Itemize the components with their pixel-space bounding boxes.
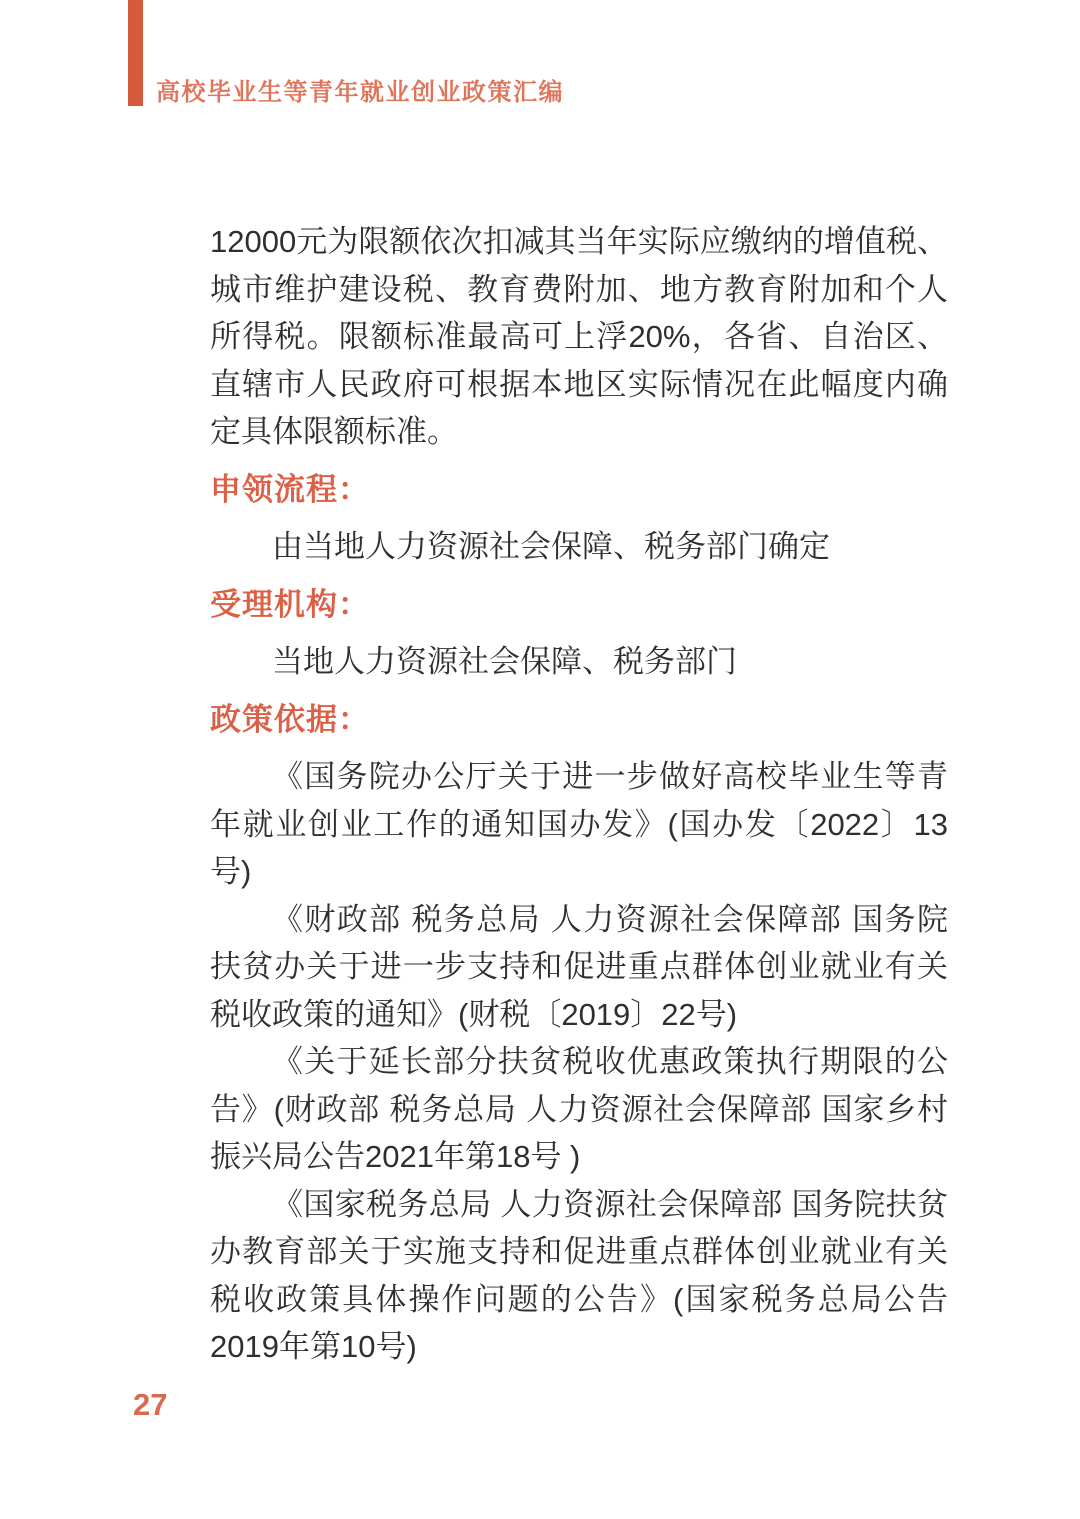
section-paragraph: 当地人力资源社会保障、税务部门 <box>272 644 737 679</box>
section-heading-accepting-agency: 受理机构： <box>210 586 370 622</box>
document-body <box>210 218 948 1371</box>
policy-reference-paragraph: 《国家税务总局 人力资源社会保障部 国务院扶贫办教育部关于实施支持和促进重点群体创业就业有关税收政策具体操作问题的公告》(国家税务总局公告2019年第10号) <box>210 1186 948 1364</box>
page-header-title: 高校毕业生等青年就业创业政策汇编 <box>156 79 564 106</box>
policy-reference-paragraph: 《国务院办公厅关于进一步做好高校毕业生等青年就业创业工作的通知国办发》(国办发〔2022〕13号) <box>210 759 948 889</box>
section-heading-policy-basis: 政策依据： <box>210 701 370 737</box>
intro-paragraph: 12000元为限额依次扣减其当年实际应缴纳的增值税、城市维护建设税、教育费附加、地方教育附加和个人所得税。限额标准最高可上浮20%，各省、自治区、直辖市人民政府可根据本地区实际情况在此幅度内确定具体限额标准。 <box>210 224 948 449</box>
policy-reference-paragraph: 《财政部 税务总局 人力资源社会保障部 国务院扶贫办关于进一步支持和促进重点群体创业就业有关税收政策的通知》(财税〔2019〕22号) <box>210 901 948 1032</box>
policy-reference-paragraph: 《关于延长部分扶贫税收优惠政策执行期限的公告》(财政部 税务总局 人力资源社会保障部 国家乡村振兴局公告2021年第18号 ) <box>210 1044 948 1174</box>
header-accent-bar <box>128 0 143 106</box>
page-number: 27 <box>133 1387 168 1422</box>
section-heading-application-process: 申领流程： <box>210 471 370 507</box>
section-paragraph: 由当地人力资源社会保障、税务部门确定 <box>272 529 830 564</box>
